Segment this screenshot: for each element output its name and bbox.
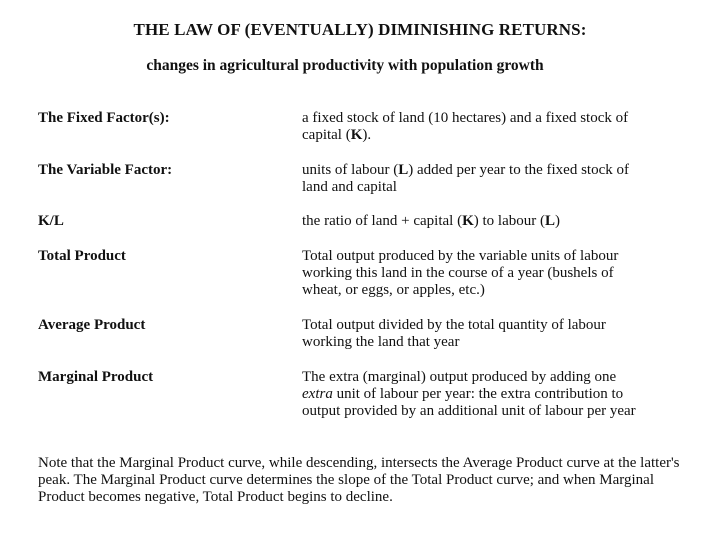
definition-kl [302, 213, 662, 230]
definition-text: units of labour ( [302, 162, 399, 178]
definition-text: The extra (marginal) output produced by adding one [302, 369, 617, 385]
document-title: THE LAW OF (EVENTUALLY) DIMINISHING RETURNS: [133, 20, 587, 39]
definition-text: ) [555, 213, 560, 229]
symbol-l: L [544, 213, 555, 229]
document-subtitle: changes in agricultural productivity with population growth [146, 57, 544, 74]
definition-text: a fixed stock of land (10 hectares) and a fixed stock of capital ( [302, 110, 629, 143]
definition-marginal-product [302, 369, 647, 420]
definition-text: unit of labour per year: the extra contribution to output provided by an additional unit of labour per year [302, 386, 636, 419]
definition-fixed-factor [302, 110, 647, 144]
term-marginal-product: Marginal Product [38, 369, 154, 385]
definition-text: ). [362, 127, 372, 143]
term-total-product: Total Product [38, 248, 126, 264]
definition-variable-factor [302, 162, 647, 196]
symbol-k: K [350, 127, 363, 143]
term-variable-factor: The Variable Factor: [38, 162, 173, 178]
definition-text: Total output divided by the total quantity of labour working the land that year [302, 317, 606, 350]
term-average-product: Average Product [38, 317, 146, 333]
definition-text: the ratio of land + capital ( [302, 213, 463, 229]
definition-text: Total output produced by the variable units of labour working this land in the course of a year (bushels of wheat, or eggs, or apples, etc.) [302, 248, 619, 298]
term-fixed-factor: The Fixed Factor(s): [38, 110, 170, 126]
emphasis-extra: extra [302, 386, 333, 402]
term-kl: K/L [38, 213, 64, 229]
definition-text: ) to labour ( [473, 213, 545, 229]
note-paragraph: Note that the Marginal Product curve, while descending, intersects the Average Product curve at the latter's peak. The Marginal Product curve determines the slope of the Total Product curve; and when Marginal Product becomes negative, Total Product begins to decline. [38, 455, 680, 505]
definition-average-product [302, 317, 632, 351]
symbol-l: L [398, 162, 409, 178]
definition-total-product [302, 248, 642, 299]
definition-text: ) added per year to the fixed stock of land and capital [302, 162, 629, 195]
symbol-k: K [462, 213, 474, 229]
